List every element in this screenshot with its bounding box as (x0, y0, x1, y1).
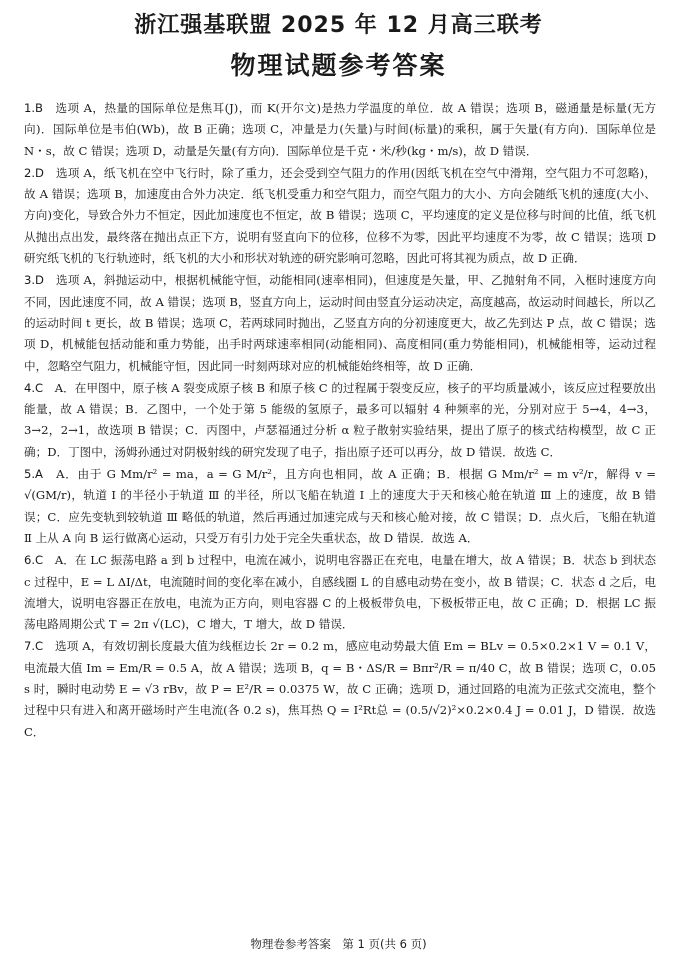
answer-explanation: 选项 A，斜抛运动中，根据机械能守恒，动能相同(速率相同)，但速度是矢量，甲、乙抛射角不同，入框时速度方向不同，因此速度不同，故 A 错误；选项 B，竖直方向上，运动时间由竖直分运动决定，高度越高，故运动时间越长，所以乙的运动时间 t 更长，故 B 错误；选项 C，若两球同时抛出，乙竖直方向的分初速度更大，故乙先到达 P 点，故 C 错误；选项 D，机械能包括动能和重力势能，出手时两球速率相同(动能相同)、高度相同(重力势能相同)，机械能相等，运动过程中，忽略空气阻力，机械能守恒，因此同一时刻两球对应的机械能始终相等，故 D 正确． (24, 273, 656, 373)
answer-list (24, 98, 656, 744)
answer-explanation: 选项 A，热量的国际单位是焦耳(J)，而 K(开尔文)是热力学温度的单位．故 A 错误；选项 B，磁通量是标量(无方向)．国际单位是韦伯(Wb)，故 B 正确；选项 C，冲量是力(矢量)与时间(标量)的乘积，属于矢量(有方向)．国际单位是 N・s，故 C 错误；选项 D，动量是矢量(有方向)．国际单位是千克・米/秒(kg・m/s)，故 D 错误． (24, 101, 656, 158)
answer-explanation: A．在 LC 振荡电路 a 到 b 过程中，电流在减小，说明电容器正在充电，电量在增大，故 A 错误；B．状态 b 到状态 c 过程中，E = L ΔI/Δt，电流随时间的变化率在减小，自感线圈 L 的自感电动势在变小，故 B 错误；C．状态 d 之后，电流增大，说明电容器正在放电，电流为正方向，则电容器 C 的上极板带负电，下极板带正电，故 C 正确；D．根据 LC 振荡电路周期公式 T = 2π √(LC)，C 增大，T 增大，故 D 错误． (24, 553, 656, 632)
document-title: 物理试题参考答案 (230, 51, 447, 80)
answer-explanation: 选项 A，有效切割长度最大值为线框边长 2r = 0.2 m，感应电动势最大值 Em = BLv = 0.5×0.2×1 V = 0.1 V，电流最大值 Im = Em/R = 0.5 A，故 A 错误；选项 B，q = B・ΔS/R = Bπr²/R = π/40 C，故 B 错误；选项 C，0.05 s 时，瞬时电动势 E = √3 rBv，故 P = E²/R = 0.0375 W，故 C 正确；选项 D，通过回路的电流为正弦式交流电，整个过程中只有进入和离开磁场时产生电流(各 0.2 s)，焦耳热 Q = I²Rt总 = (0.5/√2)²×0.2×0.4 J = 0.01 J，D 错误．故选 C． (24, 639, 656, 739)
answer-item-3 (24, 270, 656, 376)
answer-item-4 (24, 378, 656, 463)
answer-number: 3.D (24, 273, 44, 288)
answer-number: 1.B (24, 101, 44, 115)
answer-item-2 (24, 163, 656, 269)
answer-item-1 (24, 98, 656, 162)
answer-item-5 (24, 464, 656, 549)
answer-number: 2.D (24, 165, 44, 180)
answer-item-7 (24, 636, 656, 742)
answer-explanation: A．在甲图中，原子核 A 裂变成原子核 B 和原子核 C 的过程属于裂变反应，核子的平均质量减小，该反应过程要放出能量，故 A 错误；B．乙图中，一个处于第 5 能级的氢原子，最多可以辐射 4 种频率的光，分别对应于 5→4，4→3，3→2，2→1，故选项 B 错误；C．丙图中，卢瑟福通过分析 α 粒子散射实验结果，提出了原子的核式结构模型，故 C 正确；D．丁图中，汤姆孙通过对阴极射线的研究发现了电子，指出原子还可以再分，故 D 错误．故选 C． (24, 380, 656, 459)
answer-number: 5.A (24, 467, 43, 482)
answer-number: 4.C (24, 380, 44, 395)
answer-explanation: 选项 A，纸飞机在空中飞行时，除了重力，还会受到空气阻力的作用(因纸飞机在空气中滑翔，空气阻力不可忽略)，故 A 错误；选项 B，加速度由合外力决定．纸飞机受重力和空气阻力，而空气阻力的大小、方向会随纸飞机的速度(大小、方向)变化，导致合外力不恒定，因此加速度也不恒定，故 B 错误；选项 C，平均速度的定义是位移与时间的比值，纸飞机从抛出点出发，最终落在抛出点正下方，说明有竖直向下的位移，位移不为零，因此平均速度不为零，故 C 错误；选项 D 研究纸飞机的飞行轨迹时，纸飞机的大小和形状对轨迹的研究影响可忽略，因此可将其视为质点，故 D 正确． (24, 165, 656, 266)
page-footer: 物理卷参考答案 第 1 页(共 6 页) (250, 937, 427, 951)
answer-item-6 (24, 550, 656, 635)
answer-number: 6.C (24, 553, 44, 568)
exam-title: 浙江强基联盟 2025 年 12 月高三联考 (134, 13, 543, 38)
answer-explanation: A．由于 G Mm/r² = ma，a = G M/r²，且方向也相同，故 A 正确；B．根据 G Mm/r² = m v²/r，解得 v = √(GM/r)，轨道 Ⅰ 的半径小于轨道 Ⅲ 的半径，所以飞船在轨道 Ⅰ 上的速度大于天和核心舱在轨道 Ⅲ 上的速度，故 B 错误；C．应先变轨到较轨道 Ⅲ 略低的轨道，然后再通过加速完成与天和核心舱对接，故 C 错误；D．点火后，飞船在轨道 Ⅱ 上从 A 向 B 运行做离心运动，只受万有引力处于完全失重状态，故 D 错误．故选 A． (24, 467, 656, 545)
answer-number: 7.C (24, 639, 44, 654)
